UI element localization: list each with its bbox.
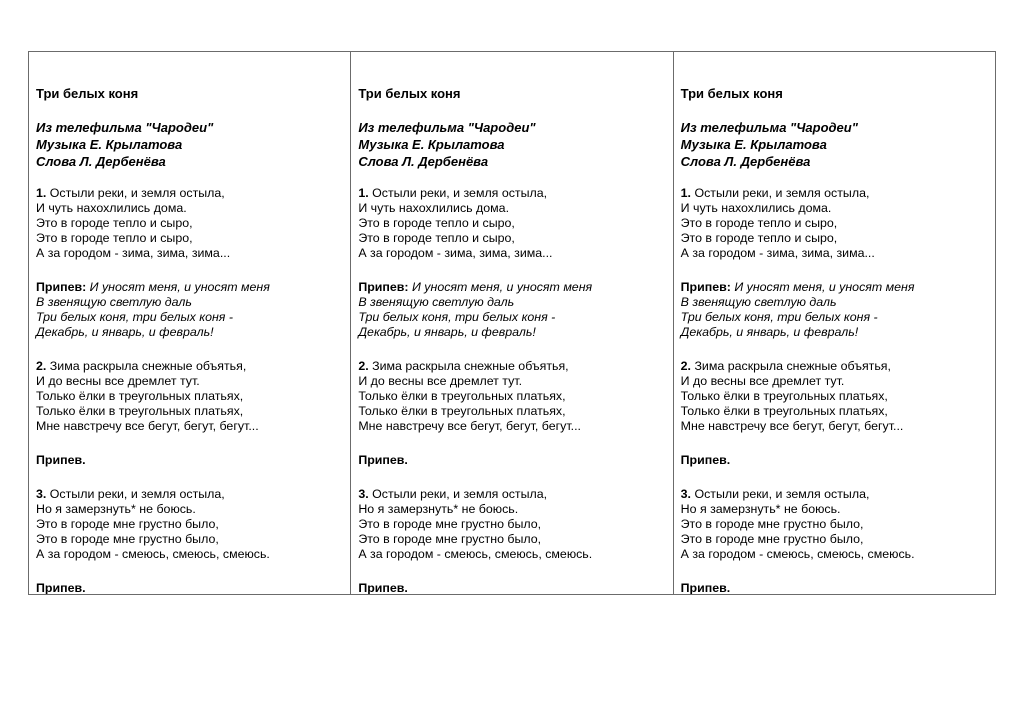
verse-line: А за городом - смеюсь, смеюсь, смеюсь. [36, 547, 270, 561]
verse-number: 2. [36, 359, 47, 373]
verse-line: 3. Остыли реки, и земля остыла, [680, 487, 870, 501]
verse-line: И чуть нахохлились дома. [680, 201, 832, 215]
lyrics-sheet [28, 51, 996, 595]
verse-line: Это в городе мне грустно было, [680, 532, 864, 546]
verse-line: Только ёлки в треугольных платьях, [36, 389, 244, 403]
song-title: Три белых коня [680, 86, 783, 101]
verse-line: Мне навстречу все бегут, бегут, бегут... [36, 419, 259, 433]
verse-line: 1. Остыли реки, и земля остыла, [36, 186, 225, 200]
verse-3 [358, 487, 666, 562]
chorus-reference: Припев. [36, 453, 86, 467]
verse-line: Это в городе тепло и сыро, [680, 231, 838, 245]
credit-music: Музыка Е. Крылатова [680, 137, 827, 152]
verse-line: Но я замерзнуть* не боюсь. [358, 502, 519, 516]
verse-number: 2. [358, 359, 369, 373]
verse-line: 1. Остыли реки, и земля остыла, [680, 186, 870, 200]
chorus-line: Три белых коня, три белых коня - [358, 310, 556, 324]
chorus-line: Декабрь, и январь, и февраль! [36, 325, 214, 339]
verse-line: Это в городе тепло и сыро, [358, 231, 515, 245]
verse-line: 2. Зима раскрыла снежные объятья, [36, 359, 247, 373]
chorus [36, 280, 344, 340]
credit-film: Из телефильма "Чародеи" [680, 120, 858, 135]
verse-1 [681, 186, 989, 261]
verse-number: 1. [358, 186, 369, 200]
chorus-line: В звенящую светлую даль [36, 295, 192, 309]
verse-line: Только ёлки в треугольных платьях, [680, 404, 888, 418]
chorus-line: Припев: И уносят меня, и уносят меня [680, 280, 915, 294]
lyrics-column-1 [29, 52, 350, 594]
credit-film: Из телефильма "Чародеи" [36, 120, 214, 135]
credit-lyrics: Слова Л. Дербенёва [358, 154, 489, 169]
chorus [681, 280, 989, 340]
chorus-line: Декабрь, и январь, и февраль! [358, 325, 536, 339]
chorus-label: Припев: [358, 280, 409, 294]
verse-1 [36, 186, 344, 261]
verse-line: Но я замерзнуть* не боюсь. [680, 502, 841, 516]
verse-number: 3. [36, 487, 47, 501]
song-title: Три белых коня [36, 86, 139, 101]
verse-line: Мне навстречу все бегут, бегут, бегут... [358, 419, 581, 433]
chorus-label: Припев: [680, 280, 731, 294]
verse-number: 1. [36, 186, 47, 200]
verse-number: 2. [680, 359, 691, 373]
verse-line: Мне навстречу все бегут, бегут, бегут... [680, 419, 904, 433]
song-credits [681, 119, 989, 170]
chorus-reference-end: Припев. [358, 581, 408, 594]
verse-2 [681, 359, 989, 434]
verse-line: 2. Зима раскрыла снежные объятья, [358, 359, 569, 373]
song-title: Три белых коня [358, 86, 461, 101]
verse-1 [358, 186, 666, 261]
verse-line: 3. Остыли реки, и земля остыла, [358, 487, 548, 501]
chorus-reference-end: Припев. [680, 581, 731, 594]
verse-line: Это в городе мне грустно было, [358, 532, 542, 546]
verse-line: И до весны все дремлет тут. [358, 374, 523, 388]
verse-line: И до весны все дремлет тут. [36, 374, 200, 388]
verse-line: Это в городе тепло и сыро, [358, 216, 515, 230]
chorus-line: В звенящую светлую даль [358, 295, 515, 309]
chorus [358, 280, 666, 340]
verse-number: 3. [358, 487, 369, 501]
credit-music: Музыка Е. Крылатова [358, 137, 505, 152]
verse-2 [358, 359, 666, 434]
verse-line: А за городом - зима, зима, зима... [358, 246, 553, 260]
verse-number: 1. [680, 186, 691, 200]
verse-line: И чуть нахохлились дома. [36, 201, 187, 215]
lyrics-column-3 [673, 52, 995, 594]
chorus-reference-end: Припев. [36, 581, 86, 594]
verse-line: 2. Зима раскрыла снежные объятья, [680, 359, 891, 373]
chorus-reference: Припев. [358, 453, 408, 467]
chorus-label: Припев: [36, 280, 87, 294]
credit-lyrics: Слова Л. Дербенёва [680, 154, 811, 169]
chorus-line: Три белых коня, три белых коня - [36, 310, 233, 324]
chorus-reference: Припев. [680, 453, 731, 467]
song-credits [36, 119, 344, 170]
verse-line: 3. Остыли реки, и земля остыла, [36, 487, 225, 501]
verse-2 [36, 359, 344, 434]
verse-line: Только ёлки в треугольных платьях, [680, 389, 888, 403]
verse-line: А за городом - смеюсь, смеюсь, смеюсь. [680, 547, 915, 561]
credit-lyrics: Слова Л. Дербенёва [36, 154, 166, 169]
verse-line: А за городом - смеюсь, смеюсь, смеюсь. [358, 547, 593, 561]
verse-line: И чуть нахохлились дома. [358, 201, 510, 215]
verse-line: Только ёлки в треугольных платьях, [358, 404, 566, 418]
verse-line: Это в городе тепло и сыро, [36, 231, 193, 245]
verse-3 [681, 487, 989, 562]
verse-line: Это в городе тепло и сыро, [36, 216, 193, 230]
verse-number: 3. [680, 487, 691, 501]
chorus-line: Декабрь, и январь, и февраль! [680, 325, 859, 339]
chorus-line: Три белых коня, три белых коня - [680, 310, 878, 324]
chorus-line: В звенящую светлую даль [680, 295, 837, 309]
credit-film: Из телефильма "Чародеи" [358, 120, 536, 135]
verse-line: Это в городе мне грустно было, [36, 532, 219, 546]
verse-line: Только ёлки в треугольных платьях, [358, 389, 566, 403]
song-credits [358, 119, 666, 170]
verse-line: Это в городе мне грустно было, [36, 517, 219, 531]
verse-line: А за городом - зима, зима, зима... [36, 246, 231, 260]
verse-line: Это в городе мне грустно было, [358, 517, 542, 531]
verse-line: И до весны все дремлет тут. [680, 374, 845, 388]
verse-line: Только ёлки в треугольных платьях, [36, 404, 244, 418]
credit-music: Музыка Е. Крылатова [36, 137, 183, 152]
verse-line: Но я замерзнуть* не боюсь. [36, 502, 196, 516]
verse-line: А за городом - зима, зима, зима... [680, 246, 875, 260]
chorus-line: Припев: И уносят меня, и уносят меня [358, 280, 593, 294]
verse-line: Это в городе тепло и сыро, [680, 216, 838, 230]
verse-line: 1. Остыли реки, и земля остыла, [358, 186, 548, 200]
lyrics-column-2 [350, 52, 672, 594]
verse-3 [36, 487, 344, 562]
verse-line: Это в городе мне грустно было, [680, 517, 864, 531]
chorus-line: Припев: И уносят меня, и уносят меня [36, 280, 270, 294]
